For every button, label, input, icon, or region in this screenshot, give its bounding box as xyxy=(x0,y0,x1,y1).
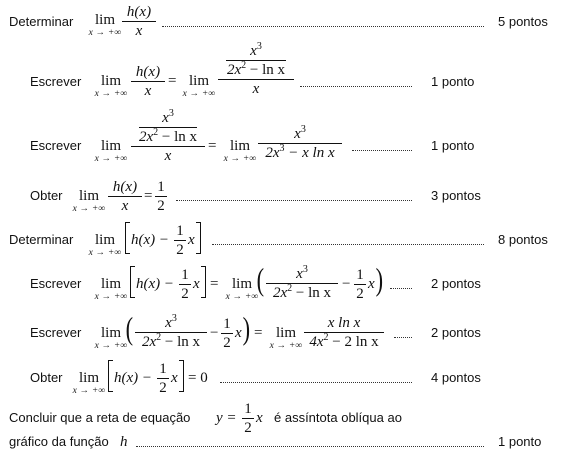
fraction-one-half: 1 2 xyxy=(354,267,366,302)
dotted-leader xyxy=(390,288,412,289)
limit-operator: lim x → +∞ xyxy=(269,325,303,351)
minus-sign: − xyxy=(342,276,351,292)
points-value: 1 ponto xyxy=(431,138,475,153)
step-label: Escrever xyxy=(30,138,82,153)
fraction-one-half: 1 2 xyxy=(155,179,167,214)
limit-operator: lim x → +∞ xyxy=(223,138,257,164)
conclusion-label-line2: gráfico da função xyxy=(9,434,109,449)
left-paren: ( xyxy=(125,310,134,346)
points-value: 3 pontos xyxy=(431,188,481,203)
expression-hx-minus: h(x) − xyxy=(114,370,153,386)
equals-sign: = xyxy=(208,138,217,154)
equals-sign: = xyxy=(210,276,219,292)
dotted-leader xyxy=(300,86,412,87)
right-paren: ) xyxy=(375,261,384,297)
fraction-hx-over-x: h(x) x xyxy=(122,4,156,39)
right-bracket xyxy=(179,360,184,392)
fraction-hx-over-x: h(x) x xyxy=(131,64,165,99)
right-paren: ) xyxy=(242,310,251,346)
conclusion-label-tail: é assíntota oblíqua ao xyxy=(274,410,402,425)
equals-sign: = xyxy=(168,73,177,89)
variable-x: x xyxy=(368,276,375,292)
compound-fraction: $x^3$ $2x^2 - \ln x$ x xyxy=(131,110,205,164)
left-bracket xyxy=(108,360,113,392)
function-name-h: h xyxy=(120,434,128,450)
minus-sign: − xyxy=(210,325,219,341)
dotted-leader xyxy=(136,446,484,447)
equation-y-equals: y = xyxy=(216,410,237,426)
step-label: Escrever xyxy=(30,276,82,291)
dotted-leader xyxy=(176,200,412,201)
step-label: Escrever xyxy=(30,325,82,340)
step-label: Obter xyxy=(30,370,63,385)
step-label: Determinar xyxy=(9,232,74,247)
dotted-leader xyxy=(220,382,412,383)
points-value: 4 pontos xyxy=(431,370,481,385)
points-value: 2 pontos xyxy=(431,325,481,340)
limit-operator: lim x → +∞ xyxy=(182,73,216,99)
limit-operator: lim x → +∞ xyxy=(94,276,128,302)
fraction-one-half: 1 2 xyxy=(174,223,186,258)
limit-operator: lim x → +∞ xyxy=(225,276,259,302)
limit-operator: lim x → +∞ xyxy=(94,73,128,99)
compound-fraction: $x^3$ $2x^2 - \ln x$ x xyxy=(218,43,294,97)
fraction-x3-over-2x2-lnx: $x^3$ $2x^2 - \ln x$ xyxy=(135,315,207,350)
limit-operator: lim x → +∞ xyxy=(72,188,106,214)
variable-x: x xyxy=(235,325,242,341)
expression-hx-minus: h(x) − xyxy=(136,276,175,292)
points-value: 2 pontos xyxy=(431,276,481,291)
equals-zero: = 0 xyxy=(188,370,208,386)
fraction-one-half: 1 2 xyxy=(179,267,191,302)
variable-x: x xyxy=(171,370,178,386)
variable-x: x xyxy=(188,232,195,248)
step-label: Determinar xyxy=(9,14,74,29)
variable-x: x xyxy=(256,410,263,426)
fraction-one-half: 1 2 xyxy=(157,361,169,396)
equals-sign: = xyxy=(144,188,153,204)
expression-hx-minus: h(x) − xyxy=(131,232,170,248)
right-bracket xyxy=(201,266,206,298)
limit-operator: lim x → +∞ xyxy=(72,370,106,396)
points-value: 1 ponto xyxy=(498,434,542,449)
limit-operator: lim x → +∞ xyxy=(88,12,122,38)
fraction-one-half: 1 2 xyxy=(221,316,233,351)
dotted-leader xyxy=(394,337,412,338)
step-label: Escrever xyxy=(30,74,82,89)
limit-operator: lim x → +∞ xyxy=(94,138,128,164)
fraction-xlnx-over-4x2-2lnx: x ln x $4x^2 - 2$ ln x xyxy=(304,315,384,350)
equals-sign: = xyxy=(254,325,263,341)
points-value: 5 pontos xyxy=(498,14,548,29)
left-bracket xyxy=(130,266,135,298)
right-bracket xyxy=(196,222,201,254)
left-bracket xyxy=(125,222,130,254)
fraction-one-half: 1 2 xyxy=(242,401,254,436)
fraction-x3-over-2x3-xlnx: $x^3$ $2x^3 - x$ ln x xyxy=(258,126,342,161)
limit-operator: lim x → +∞ xyxy=(88,232,122,258)
fraction-x3-over-2x2-lnx: $x^3$ $2x^2 - \ln x$ xyxy=(266,266,338,301)
step-label: Obter xyxy=(30,188,63,203)
limit-operator: lim x → +∞ xyxy=(94,325,128,351)
dotted-leader xyxy=(212,244,484,245)
left-paren: ( xyxy=(256,261,265,297)
dotted-leader xyxy=(352,150,412,151)
fraction-hx-over-x: h(x) x xyxy=(108,179,142,214)
points-value: 8 pontos xyxy=(498,232,548,247)
variable-x: x xyxy=(193,276,200,292)
points-value: 1 ponto xyxy=(431,74,475,89)
dotted-leader xyxy=(162,26,484,27)
conclusion-label: Concluir que a reta de equação xyxy=(9,410,191,425)
